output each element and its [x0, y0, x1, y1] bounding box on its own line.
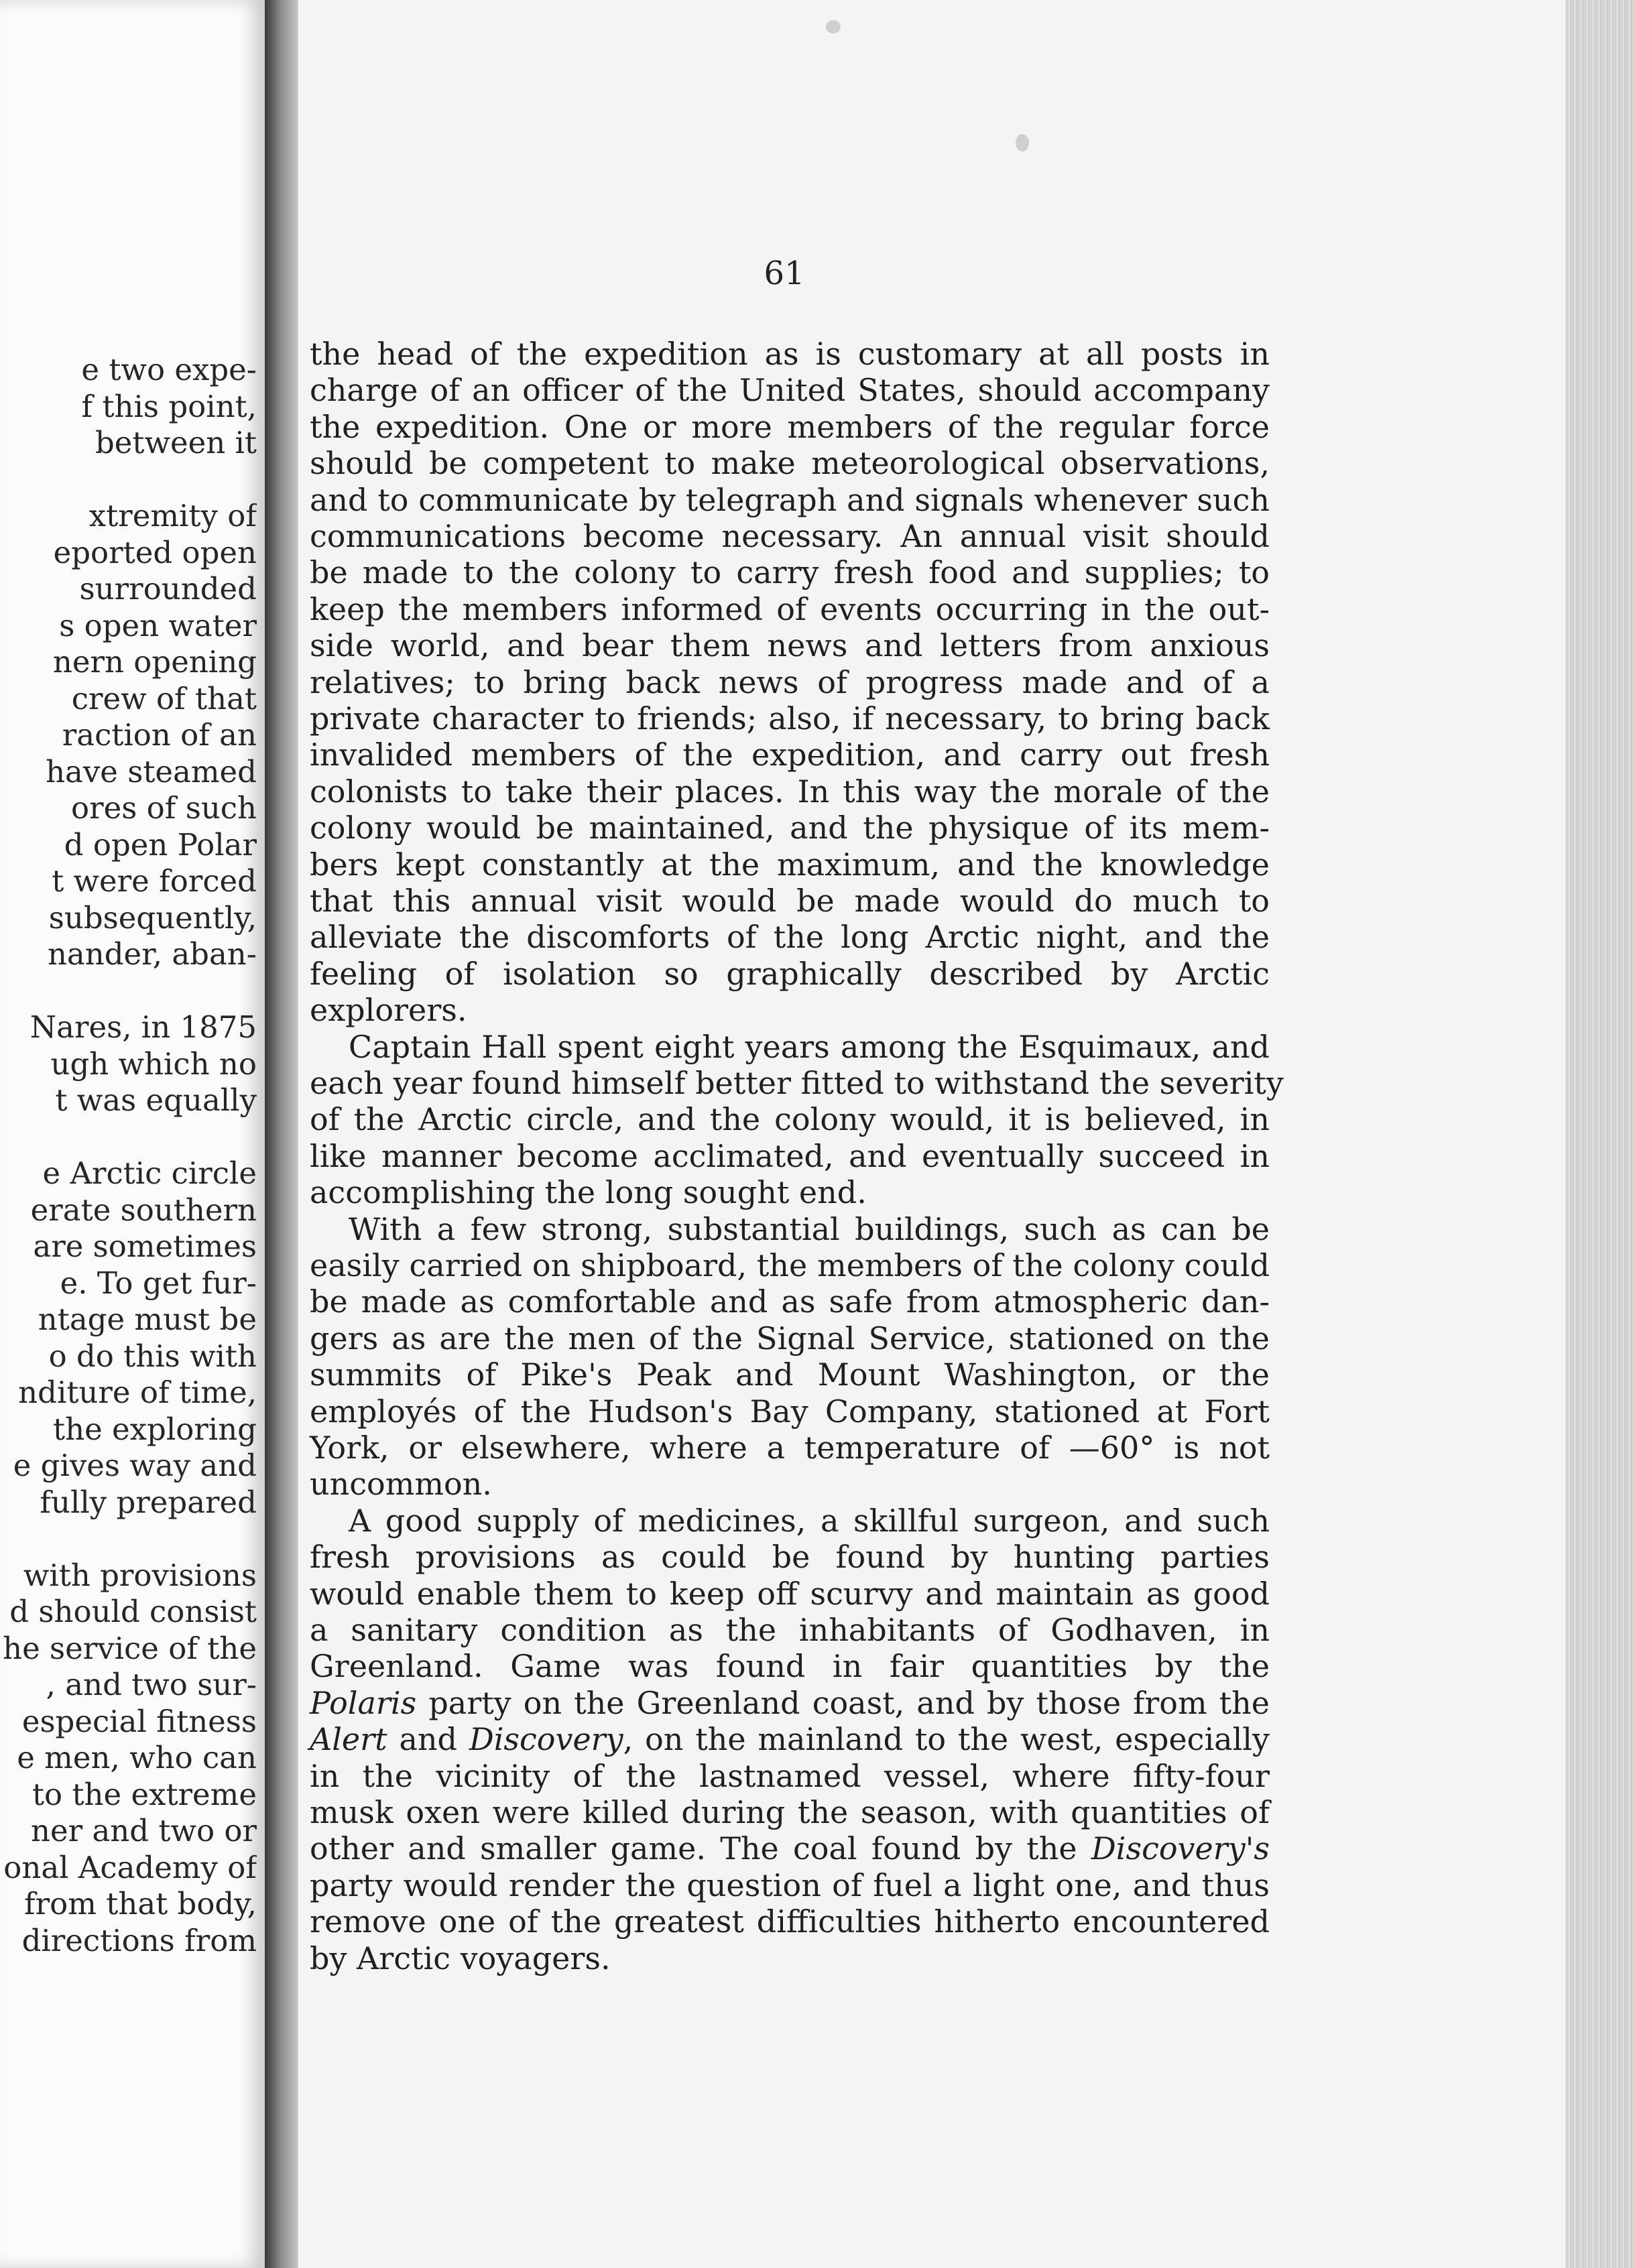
text-line: by Arctic voyagers. [310, 1940, 611, 1976]
page-number: 61 [764, 255, 805, 292]
text-line: fresh provisions as could be found by hunting parties [310, 1539, 1270, 1575]
left-page-line: e Arctic circle [42, 1155, 257, 1191]
left-page-line: d should consist [9, 1594, 257, 1629]
left-page-line: fully prepared [40, 1485, 257, 1520]
text-line: the head of the expedition as is customary at all posts in [310, 336, 1270, 372]
text-line: employés of the Hudson's Bay Company, stationed at Fort [310, 1393, 1270, 1430]
left-page-line: o do this with [48, 1338, 257, 1374]
text-line: uncommon. [310, 1466, 492, 1502]
left-page-line: from that body, [24, 1886, 257, 1922]
left-page-line: ores of such [71, 790, 257, 826]
text-line: musk oxen were killed during the season, with quantities of [310, 1794, 1270, 1830]
left-page-line: between it [95, 425, 257, 460]
text-line: keep the members informed of events occurring in the out- [310, 591, 1270, 627]
left-page-line: Nares, in 1875 [29, 1009, 257, 1045]
text-line: side world, and bear them news and letters from anxious [310, 627, 1270, 664]
text-line: accomplishing the long sought end. [310, 1174, 867, 1210]
text-line: charge of an officer of the United States, should accompany [310, 372, 1270, 408]
left-page-line: erate southern [30, 1192, 257, 1228]
left-page-line: e gives way and [13, 1448, 257, 1483]
left-page [0, 0, 265, 2268]
text-line: bers kept constantly at the maximum, and the knowledge [310, 846, 1270, 883]
left-page-line: f this point, [81, 389, 257, 424]
text-line: colonists to take their places. In this way the morale of the [310, 773, 1270, 810]
left-page-line: e men, who can [17, 1740, 257, 1775]
text-line: should be competent to make meteorological observations, [310, 445, 1270, 481]
text-line: be made as comfortable and as safe from atmospheric dan- [310, 1283, 1270, 1320]
text-line: each year found himself better fitted to withstand the severity [310, 1065, 1284, 1101]
left-page-line: e two expe- [81, 352, 257, 387]
left-page-line: to the extreme [32, 1777, 257, 1812]
text-line: of the Arctic circle, and the colony would, it is believed, in [310, 1101, 1270, 1137]
text-line: be made to the colony to carry fresh food and supplies; to [310, 554, 1270, 590]
text-line: easily carried on shipboard, the members of the colony could [310, 1247, 1270, 1283]
text-line: York, or elsewhere, where a temperature of —60° is not [310, 1430, 1270, 1466]
text-line: remove one of the greatest difficulties hitherto encountered [310, 1903, 1270, 1940]
left-page-line: with provisions [23, 1558, 257, 1593]
text-line: party would render the question of fuel a light one, and thus [310, 1867, 1270, 1903]
text-line: other and smaller game. The coal found by the Discovery's [310, 1830, 1270, 1867]
left-page-line: eported open [53, 535, 257, 570]
text-line: gers as are the men of the Signal Service, stationed on the [310, 1320, 1270, 1357]
left-page-line: ntage must be [38, 1302, 257, 1337]
text-line: private character to friends; also, if necessary, to bring back [310, 700, 1270, 737]
text-line: colony would be maintained, and the physique of its mem- [310, 810, 1270, 846]
text-line: relatives; to bring back news of progress made and of a [310, 664, 1270, 700]
left-page-line: xtremity of [88, 498, 257, 533]
text-line: invalided members of the expedition, and carry out fresh [310, 737, 1270, 773]
left-page-line: ner and two or [31, 1813, 257, 1848]
page-edges [1565, 0, 1633, 2268]
book-gutter [265, 0, 298, 2268]
left-page-line: e. To get fur- [60, 1265, 257, 1301]
text-line: in the vicinity of the lastnamed vessel, where fifty-four [310, 1758, 1270, 1794]
left-page-line: ugh which no [50, 1046, 257, 1082]
text-line: that this annual visit would be made would do much to [310, 883, 1270, 919]
text-line: Alert and Discovery, on the mainland to the west, especially [310, 1721, 1270, 1757]
text-line: explorers. [310, 992, 467, 1028]
left-page-line: nditure of time, [18, 1375, 257, 1410]
text-line: and to communicate by telegraph and signals whenever such [310, 482, 1270, 518]
left-page-line: s open water [59, 608, 257, 643]
left-page-line: nander, aban- [47, 936, 257, 972]
left-page-line: are sometimes [33, 1228, 257, 1264]
left-page-line: crew of that [71, 681, 257, 716]
paper-speck [826, 20, 841, 34]
left-page-line: raction of an [62, 717, 257, 753]
text-line: alleviate the discomforts of the long Arctic night, and the [310, 919, 1270, 955]
text-line: like manner become acclimated, and eventually succeed in [310, 1138, 1270, 1174]
text-line: feeling of isolation so graphically described by Arctic [310, 956, 1270, 992]
text-line: Captain Hall spent eight years among the Esquimaux, and [349, 1029, 1270, 1065]
left-page-line: t were forced [52, 863, 257, 899]
text-line: Greenland. Game was found in fair quantities by the [310, 1648, 1270, 1684]
left-page-line: especial fitness [21, 1704, 257, 1739]
text-line: the expedition. One or more members of the regular force [310, 409, 1270, 445]
left-page-line: onal Academy of [3, 1850, 257, 1885]
text-line: A good supply of medicines, a skillful surgeon, and such [349, 1503, 1270, 1539]
left-page-line: nern opening [52, 644, 257, 680]
text-line: With a few strong, substantial buildings, such as can be [349, 1211, 1270, 1247]
text-line: a sanitary condition as the inhabitants of Godhaven, in [310, 1612, 1270, 1648]
text-line: Polaris party on the Greenland coast, and by those from the [310, 1685, 1270, 1721]
left-page-line: subsequently, [48, 900, 257, 936]
left-page-line: t was equally [55, 1082, 257, 1118]
left-page-line: surrounded [79, 571, 257, 607]
left-page-line: directions from [21, 1923, 257, 1958]
left-page-line: have steamed [46, 754, 257, 790]
left-page-line: the exploring [53, 1411, 257, 1447]
left-page-line: , and two sur- [46, 1667, 257, 1702]
paper-speck [1016, 134, 1029, 151]
text-line: communications become necessary. An annual visit should [310, 518, 1270, 554]
left-page-line: d open Polar [64, 827, 257, 863]
left-page-line: he service of the [3, 1631, 257, 1666]
text-line: would enable them to keep off scurvy and maintain as good [310, 1576, 1270, 1612]
text-line: summits of Pike's Peak and Mount Washington, or the [310, 1357, 1270, 1393]
